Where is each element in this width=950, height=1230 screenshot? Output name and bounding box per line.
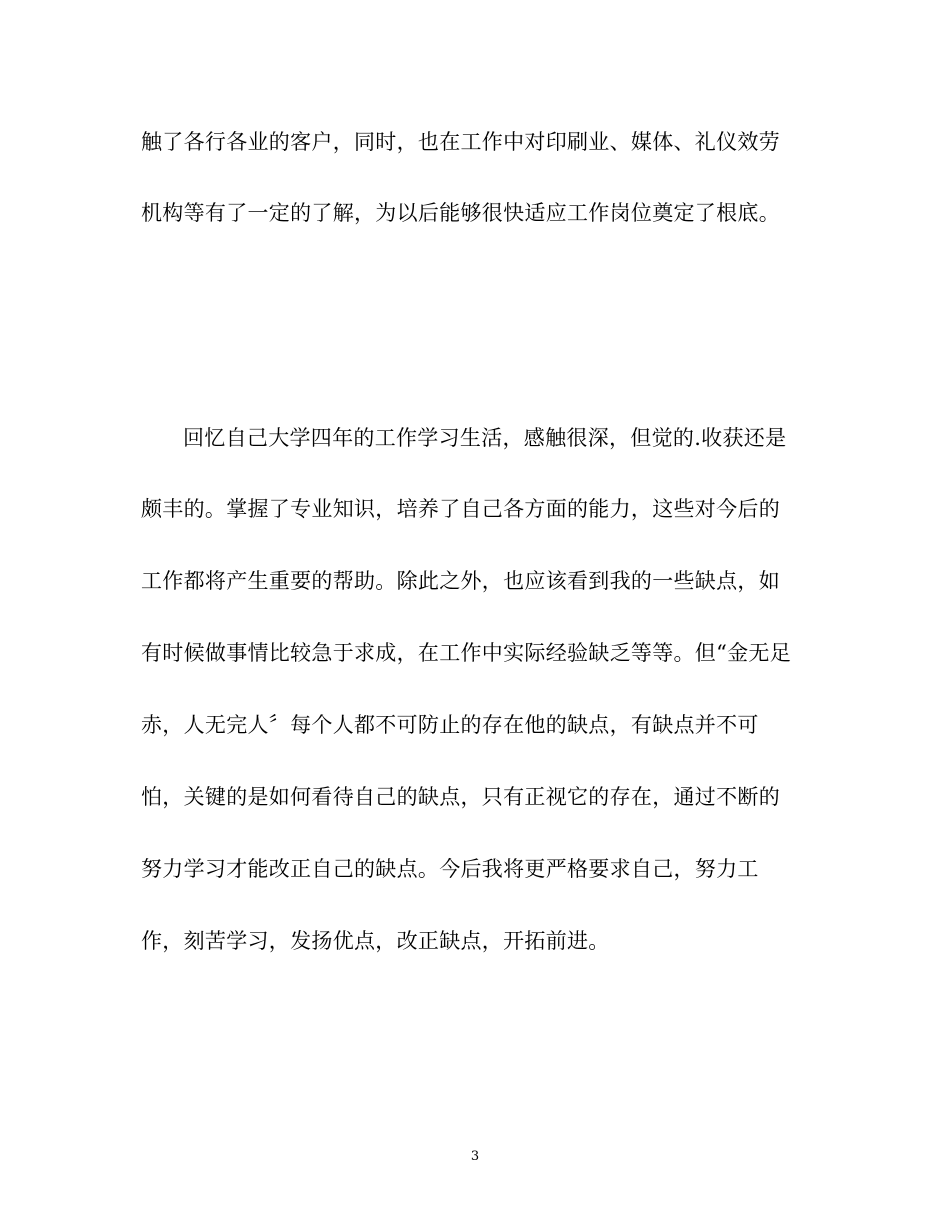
text-line: 触了各行各业的客户，同时，也在工作中对印刷业、媒体、礼仪效劳 [141, 130, 780, 154]
text-line: 努力学习才能改正自己的缺点。今后我将更严格要求自己，努力工 [141, 857, 759, 881]
text-line: 怕，关键的是如何看待自己的缺点，只有正视它的存在，通过不断的 [141, 785, 780, 809]
text-line: 工作都将产生重要的帮助。除此之外，也应该看到我的一些缺点，如 [141, 569, 780, 593]
text-line: 回忆自己大学四年的工作学习生活，感触很深，但觉的.收获还是 [183, 426, 787, 450]
text-line: 机构等有了一定的了解，为以后能够很快适应工作岗位奠定了根底。 [141, 201, 780, 225]
text-line: 有时候做事情比较急于求成，在工作中实际经验缺乏等等。但“金无足 [141, 641, 792, 665]
text-line: 作，刻苦学习，发扬优点，改正缺点，开拓前进。 [141, 929, 610, 953]
text-line: 颇丰的。掌握了专业知识，培养了自己各方面的能力，这些对今后的 [141, 497, 780, 521]
text-line: 赤，人无完人〞每个人都不可防止的存在他的缺点，有缺点并不可 [141, 713, 759, 737]
page-number: 3 [470, 1149, 480, 1164]
